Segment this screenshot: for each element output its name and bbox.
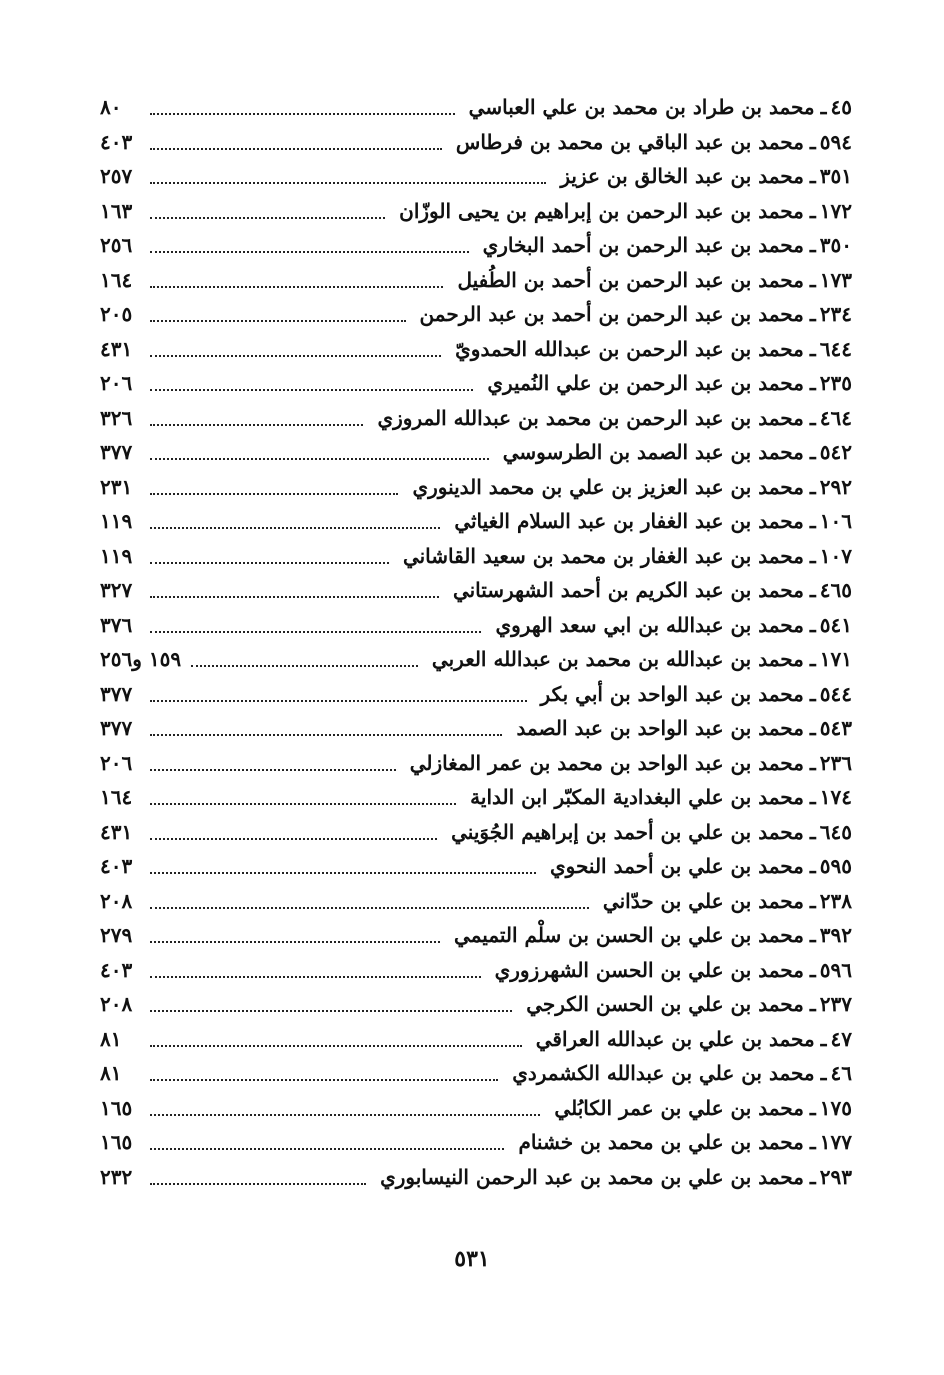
index-entry bbox=[100, 1022, 852, 1057]
entry-number: ٤٦٥ bbox=[819, 578, 852, 603]
dot-leader bbox=[150, 1148, 504, 1150]
index-entry bbox=[100, 987, 852, 1022]
entry-pages: ٣٧٦ bbox=[100, 612, 133, 637]
entry-separator: ـ bbox=[809, 681, 816, 706]
entry-number: ٦٤٤ bbox=[819, 336, 852, 361]
dot-leader bbox=[150, 838, 437, 840]
dot-leader bbox=[150, 182, 546, 184]
entry-pages: ٢٣٢ bbox=[100, 1164, 133, 1189]
index-entry bbox=[100, 642, 852, 677]
entry-separator: ـ bbox=[809, 198, 816, 223]
index-entry bbox=[100, 815, 852, 850]
entry-pages: ٢٣١ bbox=[100, 474, 133, 499]
entry-number: ٥٤١ bbox=[819, 612, 852, 637]
dot-leader bbox=[150, 872, 536, 874]
entry-name: محمد بن علي البغدادية المكبّر ابن الداية bbox=[470, 785, 804, 810]
entry-pages: ٤٣١ bbox=[100, 336, 133, 361]
entry-pages: ١٦٤ bbox=[100, 785, 133, 810]
dot-leader bbox=[150, 734, 502, 736]
entry-separator: ـ bbox=[809, 302, 816, 327]
dot-leader bbox=[150, 1183, 366, 1185]
entry-number: ٣٩٢ bbox=[819, 923, 852, 948]
index-entry bbox=[100, 366, 852, 401]
entry-number: ٤٧ bbox=[830, 1026, 852, 1051]
dot-leader bbox=[150, 217, 385, 219]
entry-number: ٣٥١ bbox=[819, 164, 852, 189]
entry-name: محمد بن علي بن الحسن الشهرزوري bbox=[494, 957, 804, 982]
entry-number: ٢٩٣ bbox=[819, 1164, 852, 1189]
entry-pages: ٢٧٩ bbox=[100, 923, 133, 948]
entry-pages: ٢٥٧ bbox=[100, 164, 133, 189]
dot-leader bbox=[150, 493, 398, 495]
dot-leader bbox=[150, 286, 443, 288]
entry-separator: ـ bbox=[809, 1095, 816, 1120]
dot-leader bbox=[191, 665, 418, 667]
dot-leader bbox=[150, 769, 396, 771]
entry-pages: ١٦٥ bbox=[100, 1130, 133, 1155]
dot-leader bbox=[150, 389, 473, 391]
entry-pages: ٣٧٧ bbox=[100, 681, 133, 706]
dot-leader bbox=[150, 320, 406, 322]
index-entry bbox=[100, 953, 852, 988]
entry-name: محمد بن عبد الغفار بن عبد السلام الغياثي bbox=[454, 509, 804, 534]
entry-pages: ١١٩ bbox=[100, 543, 133, 568]
entry-separator: ـ bbox=[809, 509, 816, 534]
entry-separator: ـ bbox=[809, 233, 816, 258]
entry-pages: ٣٢٧ bbox=[100, 578, 133, 603]
entry-separator: ـ bbox=[809, 957, 816, 982]
entry-separator: ـ bbox=[809, 1130, 816, 1155]
entry-pages: ١٥٩ و٢٥٦ bbox=[100, 647, 182, 672]
dot-leader bbox=[150, 1045, 522, 1047]
index-entry bbox=[100, 746, 852, 781]
entry-number: ٥٩٤ bbox=[819, 129, 852, 154]
index-entry bbox=[100, 608, 852, 643]
dot-leader bbox=[150, 458, 489, 460]
entry-separator: ـ bbox=[809, 371, 816, 396]
entry-name: محمد بن عبد الرحمن بن علي النُميري bbox=[487, 371, 804, 396]
dot-leader bbox=[150, 1010, 512, 1012]
entry-number: ٥٩٥ bbox=[819, 854, 852, 879]
entry-separator: ـ bbox=[809, 819, 816, 844]
entry-name: محمد بن علي بن عبدالله الكشمردي bbox=[512, 1061, 815, 1086]
dot-leader bbox=[150, 527, 440, 529]
entry-separator: ـ bbox=[809, 647, 816, 672]
entry-number: ٤٦٤ bbox=[819, 405, 852, 430]
entry-pages: ٢٥٦ bbox=[100, 233, 133, 258]
entry-pages: ١٦٤ bbox=[100, 267, 133, 292]
entry-separator: ـ bbox=[809, 336, 816, 361]
index-entry bbox=[100, 332, 852, 367]
index-entry bbox=[100, 918, 852, 953]
entry-name: محمد بن عبد الرحمن بن إبراهيم بن يحيى الوزّان bbox=[399, 198, 804, 223]
index-entry bbox=[100, 90, 852, 125]
entry-number: ١٧٢ bbox=[819, 198, 852, 223]
entry-name: محمد بن عبد الرحمن بن محمد بن عبدالله المروزي bbox=[377, 405, 804, 430]
entry-separator: ـ bbox=[809, 578, 816, 603]
entry-number: ٢٣٧ bbox=[819, 992, 852, 1017]
entry-separator: ـ bbox=[809, 716, 816, 741]
entry-number: ١٠٧ bbox=[819, 543, 852, 568]
entry-pages: ٢٠٨ bbox=[100, 888, 133, 913]
entry-number: ٦٤٥ bbox=[819, 819, 852, 844]
entry-separator: ـ bbox=[809, 440, 816, 465]
entry-number: ٢٣٥ bbox=[819, 371, 852, 396]
entry-name: محمد بن عبد الرحمن بن عبدالله الحمدويّ bbox=[455, 336, 804, 361]
entry-pages: ٣٧٧ bbox=[100, 440, 133, 465]
index-entry bbox=[100, 401, 852, 436]
dot-leader bbox=[150, 562, 389, 564]
dot-leader bbox=[150, 1114, 540, 1116]
entry-name: محمد بن علي بن الحسن بن سلْم التميمي bbox=[454, 923, 804, 948]
entry-name: محمد بن عبد الرحمن بن أحمد بن الطُفيل bbox=[457, 267, 804, 292]
entry-separator: ـ bbox=[820, 1026, 827, 1051]
entry-pages: ٣٢٦ bbox=[100, 405, 133, 430]
entry-number: ٢٩٢ bbox=[819, 474, 852, 499]
dot-leader bbox=[150, 941, 440, 943]
entry-number: ١٧٥ bbox=[819, 1095, 852, 1120]
entry-name: محمد بن عبد الواحد بن أبي بكر bbox=[540, 681, 804, 706]
entry-number: ٥٤٣ bbox=[819, 716, 852, 741]
index-entry bbox=[100, 1160, 852, 1195]
dot-leader bbox=[150, 113, 455, 115]
index-entry bbox=[100, 159, 852, 194]
entry-name: محمد بن عبدالله بن ابي سعد الهروي bbox=[495, 612, 804, 637]
entry-name: محمد بن عبد الباقي بن محمد بن فرطاس bbox=[455, 129, 804, 154]
entry-name: محمد بن علي بن أحمد بن إبراهيم الجُوَيني bbox=[451, 819, 804, 844]
index-entry bbox=[100, 125, 852, 160]
entry-separator: ـ bbox=[809, 612, 816, 637]
entry-number: ١٧٧ bbox=[819, 1130, 852, 1155]
entry-pages: ٤٣١ bbox=[100, 819, 133, 844]
index-entry bbox=[100, 1091, 852, 1126]
dot-leader bbox=[150, 1079, 498, 1081]
entry-name: محمد بن علي بن الحسن الكرجي bbox=[526, 992, 804, 1017]
dot-leader bbox=[150, 355, 441, 357]
entry-name: محمد بن عبد الصمد بن الطرسوسي bbox=[502, 440, 804, 465]
entry-number: ١٠٦ bbox=[819, 509, 852, 534]
dot-leader bbox=[150, 251, 469, 253]
index-entry bbox=[100, 435, 852, 470]
entry-separator: ـ bbox=[809, 992, 816, 1017]
index-entry bbox=[100, 504, 852, 539]
entry-number: ٥٩٦ bbox=[819, 957, 852, 982]
dot-leader bbox=[150, 700, 527, 702]
entry-number: ٤٥ bbox=[830, 95, 852, 120]
entry-name: محمد بن عبدالله بن محمد بن عبدالله العربي bbox=[431, 647, 804, 672]
entry-number: ١٧٣ bbox=[819, 267, 852, 292]
entry-name: محمد بن عبد الخالق بن عزيز bbox=[560, 164, 804, 189]
entry-name: محمد بن عبد الواحد بن عبد الصمد bbox=[516, 716, 804, 741]
entry-pages: ٤٠٣ bbox=[100, 854, 133, 879]
index-entry bbox=[100, 263, 852, 298]
entry-pages: ١١٩ bbox=[100, 509, 133, 534]
entry-name: محمد بن طراد بن محمد بن علي العباسي bbox=[468, 95, 815, 120]
entry-pages: ٨٠ bbox=[100, 95, 122, 120]
dot-leader bbox=[150, 631, 481, 633]
entry-name: محمد بن علي بن محمد بن خشنام bbox=[518, 1130, 804, 1155]
entry-separator: ـ bbox=[809, 785, 816, 810]
index-entry bbox=[100, 884, 852, 919]
entry-name: محمد بن عبد الكريم بن أحمد الشهرستاني bbox=[452, 578, 804, 603]
entry-separator: ـ bbox=[809, 854, 816, 879]
entry-pages: ٨١ bbox=[100, 1061, 122, 1086]
entry-number: ٥٤٤ bbox=[819, 681, 852, 706]
entry-number: ٤٦ bbox=[830, 1061, 852, 1086]
dot-leader bbox=[150, 424, 363, 426]
dot-leader bbox=[150, 803, 456, 805]
dot-leader bbox=[150, 148, 442, 150]
entry-number: ١٧٤ bbox=[819, 785, 852, 810]
entry-name: محمد بن علي بن عبدالله العراقي bbox=[535, 1026, 815, 1051]
index-entry bbox=[100, 849, 852, 884]
entry-separator: ـ bbox=[809, 164, 816, 189]
entry-number: ٢٣٨ bbox=[819, 888, 852, 913]
entry-separator: ـ bbox=[809, 1164, 816, 1189]
dot-leader bbox=[150, 907, 589, 909]
entry-name: محمد بن علي بن عمر الكابُلي bbox=[554, 1095, 804, 1120]
entry-pages: ٢٠٦ bbox=[100, 371, 133, 396]
entry-number: ١٧١ bbox=[819, 647, 852, 672]
index-entry bbox=[100, 228, 852, 263]
entry-separator: ـ bbox=[809, 750, 816, 775]
entry-pages: ٢٠٦ bbox=[100, 750, 133, 775]
entry-number: ٢٣٤ bbox=[819, 302, 852, 327]
entry-name: محمد بن علي بن محمد بن عبد الرحمن النيسابوري bbox=[380, 1164, 804, 1189]
entry-pages: ٢٠٥ bbox=[100, 302, 133, 327]
dot-leader bbox=[150, 976, 481, 978]
entry-name: محمد بن علي بن حدّاني bbox=[602, 888, 804, 913]
dot-leader bbox=[150, 596, 439, 598]
entry-pages: ٢٠٨ bbox=[100, 992, 133, 1017]
index-entry bbox=[100, 1056, 852, 1091]
entry-pages: ١٦٥ bbox=[100, 1095, 133, 1120]
entry-pages: ٤٠٣ bbox=[100, 129, 133, 154]
index-entry bbox=[100, 573, 852, 608]
entry-number: ٣٥٠ bbox=[819, 233, 852, 258]
entry-pages: ٣٧٧ bbox=[100, 716, 133, 741]
entry-name: محمد بن علي بن أحمد النحوي bbox=[550, 854, 804, 879]
index-entry bbox=[100, 711, 852, 746]
entry-separator: ـ bbox=[809, 474, 816, 499]
index-entry bbox=[100, 677, 852, 712]
index-list bbox=[100, 90, 852, 1194]
entry-pages: ٤٠٣ bbox=[100, 957, 133, 982]
index-entry bbox=[100, 194, 852, 229]
entry-separator: ـ bbox=[809, 129, 816, 154]
index-entry bbox=[100, 539, 852, 574]
entry-pages: ١٦٣ bbox=[100, 198, 133, 223]
entry-pages: ٨١ bbox=[100, 1026, 122, 1051]
entry-separator: ـ bbox=[809, 405, 816, 430]
entry-name: محمد بن عبد العزيز بن علي بن محمد الدينوري bbox=[412, 474, 804, 499]
index-entry bbox=[100, 1125, 852, 1160]
entry-separator: ـ bbox=[809, 543, 816, 568]
index-entry bbox=[100, 780, 852, 815]
entry-separator: ـ bbox=[809, 888, 816, 913]
entry-name: محمد بن عبد الواحد بن محمد بن عمر المغازلي bbox=[409, 750, 804, 775]
page-number: ٥٣١ bbox=[454, 1246, 490, 1272]
entry-number: ٥٤٢ bbox=[819, 440, 852, 465]
index-entry bbox=[100, 297, 852, 332]
entry-name: محمد بن عبد الغفار بن محمد بن سعيد القاشاني bbox=[402, 543, 804, 568]
entry-name: محمد بن عبد الرحمن بن أحمد البخاري bbox=[482, 233, 804, 258]
entry-separator: ـ bbox=[820, 95, 827, 120]
entry-name: محمد بن عبد الرحمن بن أحمد بن عبد الرحمن bbox=[419, 302, 804, 327]
index-entry bbox=[100, 470, 852, 505]
entry-number: ٢٣٦ bbox=[819, 750, 852, 775]
entry-separator: ـ bbox=[809, 267, 816, 292]
entry-separator: ـ bbox=[820, 1061, 827, 1086]
entry-separator: ـ bbox=[809, 923, 816, 948]
